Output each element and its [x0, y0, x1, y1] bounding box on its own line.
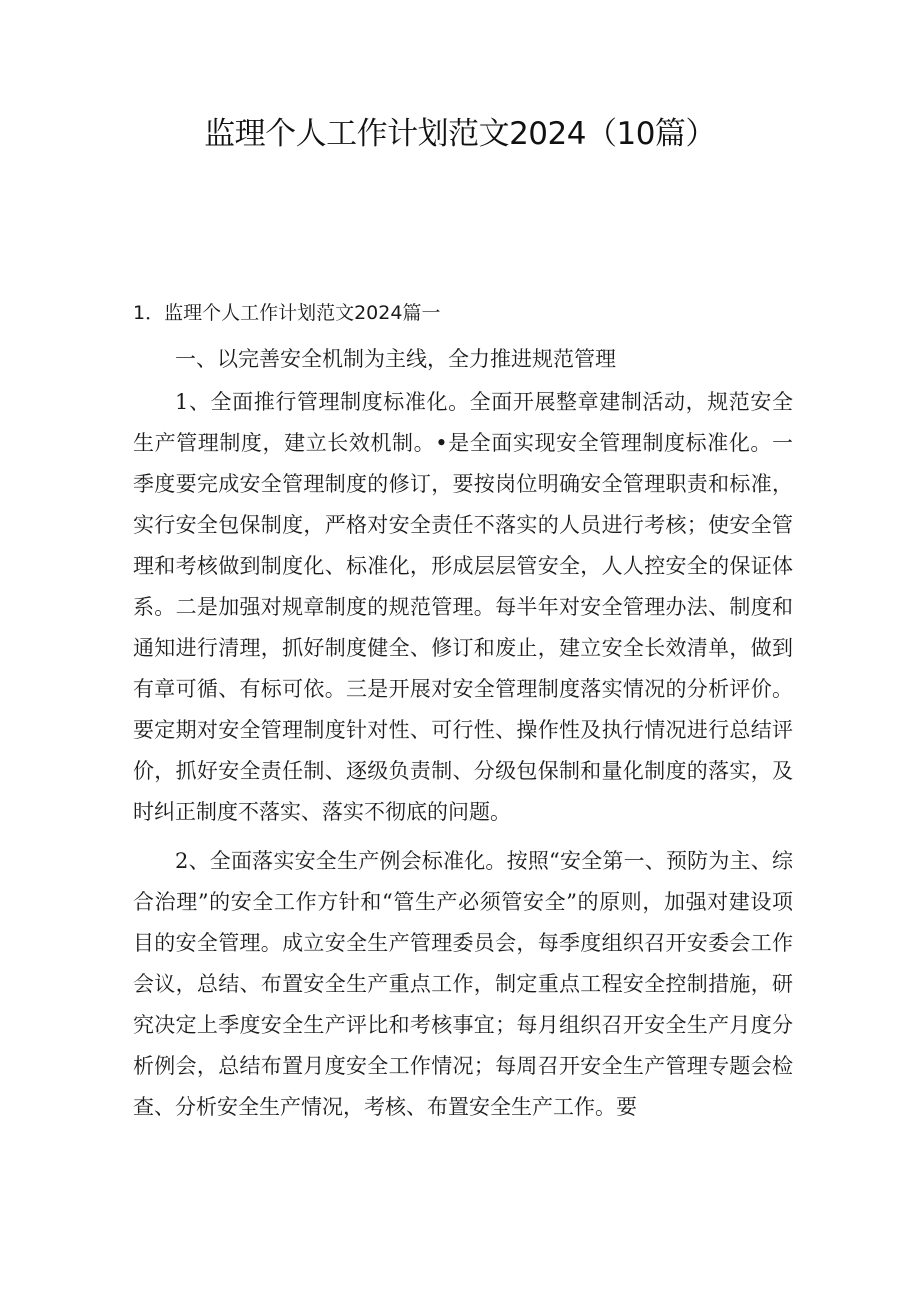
document-title: 监理个人工作计划范文2024（10篇）: [204, 116, 716, 152]
section-heading: 1．监理个人工作计划范文2024篇一: [133, 302, 441, 324]
subheading: 一、以完善安全机制为主线，全力推进规范管理: [175, 347, 616, 371]
document-body: [133, 339, 793, 1136]
paragraph-2: 2、全面落实安全生产例会标准化。按照“安全第一、预防为主、综合治理”的安全工作方针和“管生产必须管安全”的原则，加强对建设项目的安全管理。成立安全生产管理委员会，每季度组织召开安委会工作会议，总结、布置安全生产重点工作，制定重点工程安全控制措施，研究决定上季度安全生产评比和考核事宜；每月组织召开安全生产月度分析例会，总结布置月度安全工作情况；每周召开安全生产管理专题会检查、分析安全生产情况，考核、布置安全生产工作。要: [133, 849, 793, 1119]
paragraph-1: 1、全面推行管理制度标准化。全面开展整章建制活动，规范安全生产管理制度，建立长效机制。•是全面实现安全管理制度标准化。一季度要完成安全管理制度的修订，要按岗位明确安全管理职责和标准，实行安全包保制度，严格对安全责任不落实的人员进行考核；使安全管理和考核做到制度化、标准化，形成层层管安全，人人控安全的保证体系。二是加强对规章制度的规范管理。每半年对安全管理办法、制度和通知进行清理，抓好制度健全、修订和废止，建立安全长效清单，做到有章可循、有标可依。三是开展对安全管理制度落实情况的分析评价。要定期对安全管理制度针对性、可行性、操作性及执行情况进行总结评价，抓好安全责任制、逐级负责制、分级包保制和量化制度的落实，及时纠正制度不落实、落实不彻底的问题。: [133, 390, 793, 824]
